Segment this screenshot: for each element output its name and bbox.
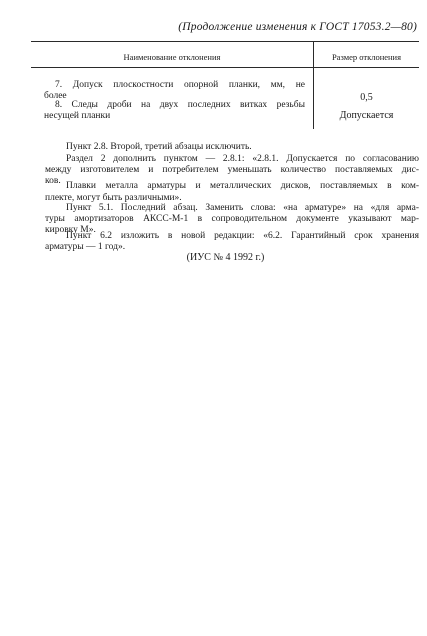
- paragraph-6-2-line1: Пункт 6.2 изложить в новой редакции: «6.2. Гарантийный срок хранения: [66, 231, 419, 241]
- row-name-line: более: [44, 91, 67, 101]
- row-name-line: несущей планки: [44, 111, 111, 121]
- paragraph-section2-line3: ков.: [45, 176, 61, 186]
- paragraph-melts-line2: плекте, могут быть различными».: [45, 193, 182, 203]
- table-header-rule: [31, 67, 419, 68]
- paragraph-6-2-line2: арматуры — 1 год».: [45, 242, 126, 252]
- paragraph-melts-line1: Плавки металла арматуры и металлических дисков, поставляемых в ком-: [66, 181, 419, 191]
- paragraph-5-1-line2: туры амортизаторов АКСС-М-1 в сопроводительном документе указывают мар-: [45, 214, 419, 224]
- paragraph-5-1-line3: кировку М».: [45, 225, 96, 235]
- row-name-line: 7. Допуск плоскостности опорной планки, мм, не: [55, 80, 305, 90]
- row-value: 0,5: [360, 92, 373, 103]
- continuation-note: (Продолжение изменения к ГОСТ 17053.2—80): [178, 21, 417, 33]
- paragraph-2-8: Пункт 2.8. Второй, третий абзацы исключить.: [66, 142, 252, 152]
- paragraph-section2-line2: между изготовителем и потребителем уменьшать количество поставляемых дис-: [45, 165, 419, 175]
- column-header-size: Размер отклонения: [331, 52, 402, 62]
- column-header-name: Наименование отклонения: [123, 52, 221, 62]
- paragraph-section2-line1: Раздел 2 дополнить пунктом — 2.8.1: «2.8.1. Допускается по согласованию: [66, 154, 419, 164]
- paragraph-5-1-line1: Пункт 5.1. Последний абзац. Заменить слова: «на арматуре» на «для арма-: [66, 203, 419, 213]
- row-value: Допускается: [339, 110, 394, 121]
- row-name-line: 8. Следы дроби на двух последних витках резьбы: [55, 100, 305, 110]
- table-top-rule: [31, 41, 419, 42]
- ius-footer-reference: (ИУС № 4 1992 г.): [186, 252, 265, 263]
